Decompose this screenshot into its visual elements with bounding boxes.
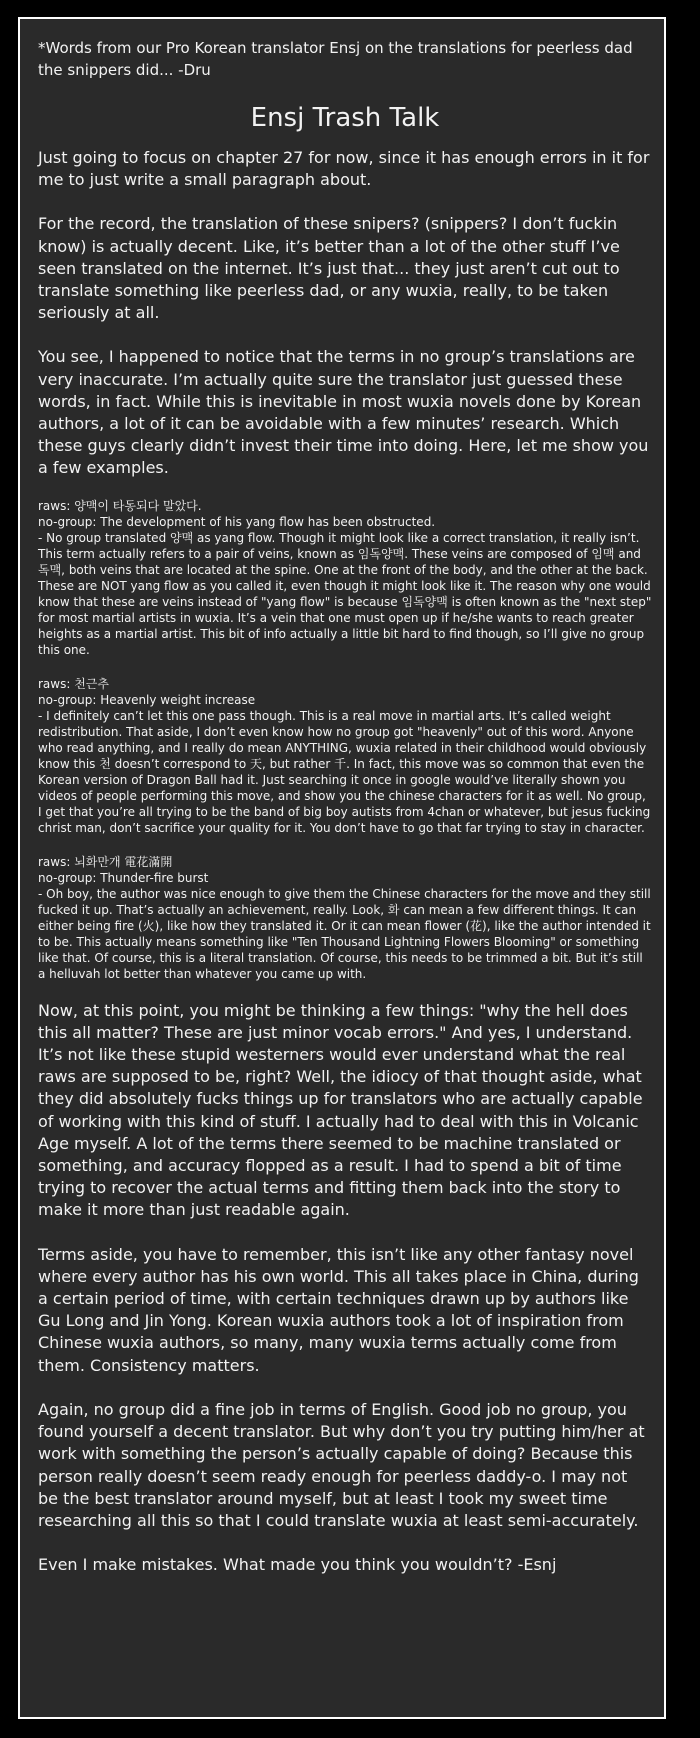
paragraph: Terms aside, you have to remember, this isn’t like any other fantasy novel where every author has his own world. This all takes place in China, during a certain period of time, with certain techniques drawn up by authors like Gu Long and Jin Yong. Korean wuxia authors took a lot of inspiration from Chinese wuxia authors, so many, many wuxia terms actually come from them. Consistency matters. xyxy=(38,1244,639,1375)
panel-content xyxy=(38,37,652,1576)
paragraph: Just going to focus on chapter 27 for now, since it has enough errors in it for me to just write a small paragraph about. xyxy=(38,148,650,190)
example-comment: - Oh boy, the author was nice enough to give them the Chinese characters for the move and they still fucked it up. That’s actually an achievement, really. Look, 화 can mean a few different things. It can either being fire (火), like how they translated it. Or it can mean flower (花), like the author intended it to be. This actually means something like "Ten Thousand Lightning Flowers Blooming" or something like that. Of course, this is a literal translation. Of course, this needs to be trimmed a bit. But it’s still a helluvah lot better than whatever you came up with. xyxy=(38,886,651,981)
paragraph: Now, at this point, you might be thinking a few things: "why the hell does this all matter? These are just minor vocab errors." And yes, I understand. It’s not like these stupid westerners would ever understand what the real raws are supposed to be, right? Well, the idiocy of that thought aside, what they did absolutely fucks things up for translators who are actually capable of working with this kind of stuff. I actually had to deal with this in Volcanic Age myself. A lot of the terms there seemed to be machine translated or something, and accuracy flopped as a result. I had to spend a bit of time trying to recover the actual terms and fitting them back into the story to make it more than just readable again. xyxy=(38,1000,643,1220)
intro-note: *Words from our Pro Korean translator Ensj on the translations for peerless dad the snippers did... -Dru xyxy=(38,39,633,79)
example-raws: raws: 천근추 xyxy=(38,676,109,691)
paragraph: For the record, the translation of these snipers? (snippers? I don’t fuckin know) is actually decent. Like, it’s better than a lot of the other stuff I’ve seen translated on the internet. It’s just that... they just aren’t cut out to translate something like peerless dad, or any wuxia, really, to be taken seriously at all. xyxy=(38,214,620,323)
example-translation: no-group: Thunder-fire burst xyxy=(38,870,209,885)
example-comment: - I definitely can’t let this one pass though. This is a real move in martial arts. It’s called weight redistribution. That aside, I don’t even know how no group got "heavenly" out of this word. Anyone who read anything, and I really do mean ANYTHING, wuxia related in their childhood would obviously know this 천 doesn’t correspond to 天, but rather 千. In fact, this move was so common that even the Korean version of Dragon Ball had it. Just searching it once in google would’ve literally shown you videos of people performing this move, and show you the chinese characters for it as well. No group, I get that you’re all trying to be the band of big boy autists from 4chan or whatever, but jesus fucking christ man, don’t sacrifice your quality for it. You don’t have to go that far trying to stay in character. xyxy=(38,708,651,835)
paragraph: Again, no group did a fine job in terms of English. Good job no group, you found yourself a decent translator. But why don’t you try putting him/her at work with something the person’s actually capable of doing? Because this person really doesn’t seem ready enough for peerless daddy-o. I may not be the best translator around myself, but at least I took my sweet time researching all this so that I could translate wuxia at least semi-accurately. xyxy=(38,1399,645,1530)
example-block xyxy=(38,676,652,836)
example-raws: raws: 뇌화만개 電花滿開 xyxy=(38,854,173,869)
page-title: Ensj Trash Talk xyxy=(250,103,440,133)
example-block xyxy=(38,498,652,658)
example-translation: no-group: Heavenly weight increase xyxy=(38,692,256,707)
example-raws: raws: 양맥이 타동되다 말았다. xyxy=(38,498,202,513)
signoff: Even I make mistakes. What made you think you wouldn’t? -Esnj xyxy=(38,1555,557,1575)
example-comment: - No group translated 양맥 as yang flow. Though it might look like a correct translation, it really isn’t. This term actually refers to a pair of veins, known as 임독양맥. These veins are composed of 임맥 and 독맥, both veins that are located at the spine. One at the front of the body, and the other at the back. These are NOT yang flow as you called it, even though it might look like it. The reason why one would know that these are veins instead of "yang flow" is because 임독양맥 is often known as the "next step" for most martial artists in wuxia. It’s a vein that one must open up if he/she wants to reach greater heights as a martial artist. This bit of info actually a little bit hard to find though, so I’ll give no group this one. xyxy=(38,530,652,657)
example-block xyxy=(38,854,652,982)
example-translation: no-group: The development of his yang flow has been obstructed. xyxy=(38,514,436,529)
text-panel xyxy=(18,17,666,1719)
paragraph: You see, I happened to notice that the terms in no group’s translations are very inaccurate. I’m actually quite sure the translator just guessed these words, in fact. While this is inevitable in most wuxia novels done by Korean authors, a lot of it can be avoidable with a few minutes’ research. Which these guys clearly didn’t invest their time into doing. Here, let me show you a few examples. xyxy=(38,347,649,478)
